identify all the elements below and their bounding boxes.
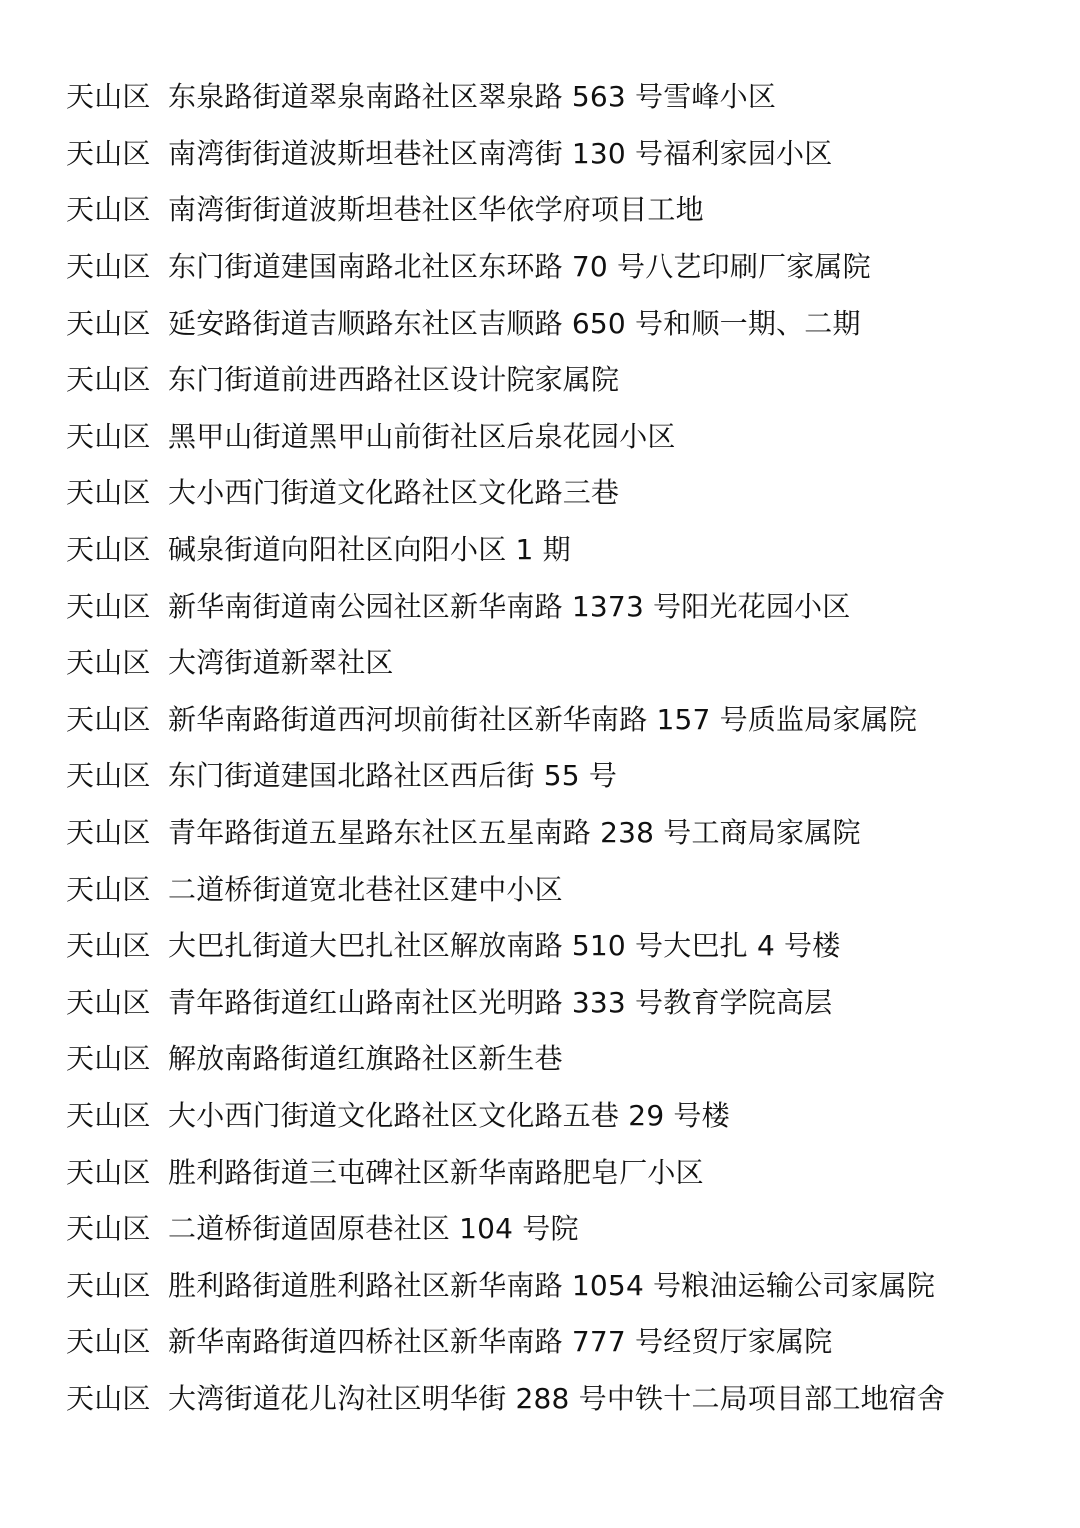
address-text: 胜利路街道胜利路社区新华南路 1054 号粮油运输公司家属院: [168, 1268, 936, 1302]
district-label: 天山区: [66, 419, 151, 453]
address-text: 延安路街道吉顺路东社区吉顺路 650 号和顺一期、二期: [168, 306, 861, 340]
address-text: 东门街道前进西路社区设计院家属院: [168, 363, 620, 397]
address-text: 黑甲山街道黑甲山前街社区后泉花园小区: [168, 419, 676, 453]
district-label: 天山区: [66, 250, 151, 284]
address-text: 南湾街街道波斯坦巷社区华依学府项目工地: [168, 193, 704, 227]
list-item: [66, 633, 1056, 690]
district-label: 天山区: [66, 1268, 151, 1302]
list-item: [66, 293, 1056, 350]
district-label: 天山区: [66, 1325, 151, 1359]
list-item: [66, 576, 1056, 633]
list-item: [66, 180, 1056, 237]
address-text: 南湾街街道波斯坦巷社区南湾街 130 号福利家园小区: [168, 136, 833, 170]
list-item: [66, 859, 1056, 916]
address-text: 解放南路街道红旗路社区新生巷: [168, 1042, 563, 1076]
address-text: 二道桥街道固原巷社区 104 号院: [168, 1212, 579, 1246]
address-text: 大小西门街道文化路社区文化路五巷 29 号楼: [168, 1098, 730, 1132]
district-label: 天山区: [66, 306, 151, 340]
list-item: [66, 746, 1056, 803]
address-text: 东门街道建国南路北社区东环路 70 号八艺印刷厂家属院: [168, 250, 871, 284]
district-label: 天山区: [66, 80, 151, 114]
district-label: 天山区: [66, 589, 151, 623]
address-text: 青年路街道红山路南社区光明路 333 号教育学院高层: [168, 985, 833, 1019]
address-text: 新华南路街道四桥社区新华南路 777 号经贸厅家属院: [168, 1325, 833, 1359]
list-item: [66, 973, 1056, 1030]
list-item: [66, 1142, 1056, 1199]
address-text: 大湾街道花儿沟社区明华街 288 号中铁十二局项目部工地宿舍: [168, 1381, 946, 1415]
list-item: [66, 916, 1056, 973]
list-item: [66, 67, 1056, 124]
address-text: 东门街道建国北路社区西后街 55 号: [168, 759, 618, 793]
address-text: 胜利路街道三屯碑社区新华南路肥皂厂小区: [168, 1155, 704, 1189]
district-label: 天山区: [66, 985, 151, 1019]
list-item: [66, 1369, 1056, 1426]
list-item: [66, 1086, 1056, 1143]
address-text: 碱泉街道向阳社区向阳小区 1 期: [168, 533, 571, 567]
district-label: 天山区: [66, 136, 151, 170]
list-item: [66, 520, 1056, 577]
district-label: 天山区: [66, 929, 151, 963]
district-label: 天山区: [66, 363, 151, 397]
list-item: [66, 463, 1056, 520]
list-item: [66, 1312, 1056, 1369]
document-body: [66, 67, 1056, 1425]
district-label: 天山区: [66, 1042, 151, 1076]
address-text: 二道桥街道宽北巷社区建中小区: [168, 872, 563, 906]
list-item: [66, 237, 1056, 294]
address-text: 东泉路街道翠泉南路社区翠泉路 563 号雪峰小区: [168, 80, 777, 114]
list-item: [66, 690, 1056, 747]
address-text: 新华南路街道西河坝前街社区新华南路 157 号质监局家属院: [168, 702, 918, 736]
list-item: [66, 407, 1056, 464]
list-item: [66, 1199, 1056, 1256]
list-item: [66, 124, 1056, 181]
district-label: 天山区: [66, 1098, 151, 1132]
address-text: 青年路街道五星路东社区五星南路 238 号工商局家属院: [168, 816, 861, 850]
district-label: 天山区: [66, 193, 151, 227]
district-label: 天山区: [66, 533, 151, 567]
district-label: 天山区: [66, 702, 151, 736]
list-item: [66, 1029, 1056, 1086]
address-text: 大巴扎街道大巴扎社区解放南路 510 号大巴扎 4 号楼: [168, 929, 841, 963]
list-item: [66, 803, 1056, 860]
address-text: 大小西门街道文化路社区文化路三巷: [168, 476, 620, 510]
list-item: [66, 1255, 1056, 1312]
district-label: 天山区: [66, 1212, 151, 1246]
address-text: 大湾街道新翠社区: [168, 646, 394, 680]
district-label: 天山区: [66, 1381, 151, 1415]
district-label: 天山区: [66, 872, 151, 906]
address-text: 新华南街道南公园社区新华南路 1373 号阳光花园小区: [168, 589, 851, 623]
district-label: 天山区: [66, 646, 151, 680]
district-label: 天山区: [66, 759, 151, 793]
district-label: 天山区: [66, 816, 151, 850]
district-label: 天山区: [66, 476, 151, 510]
list-item: [66, 350, 1056, 407]
district-label: 天山区: [66, 1155, 151, 1189]
